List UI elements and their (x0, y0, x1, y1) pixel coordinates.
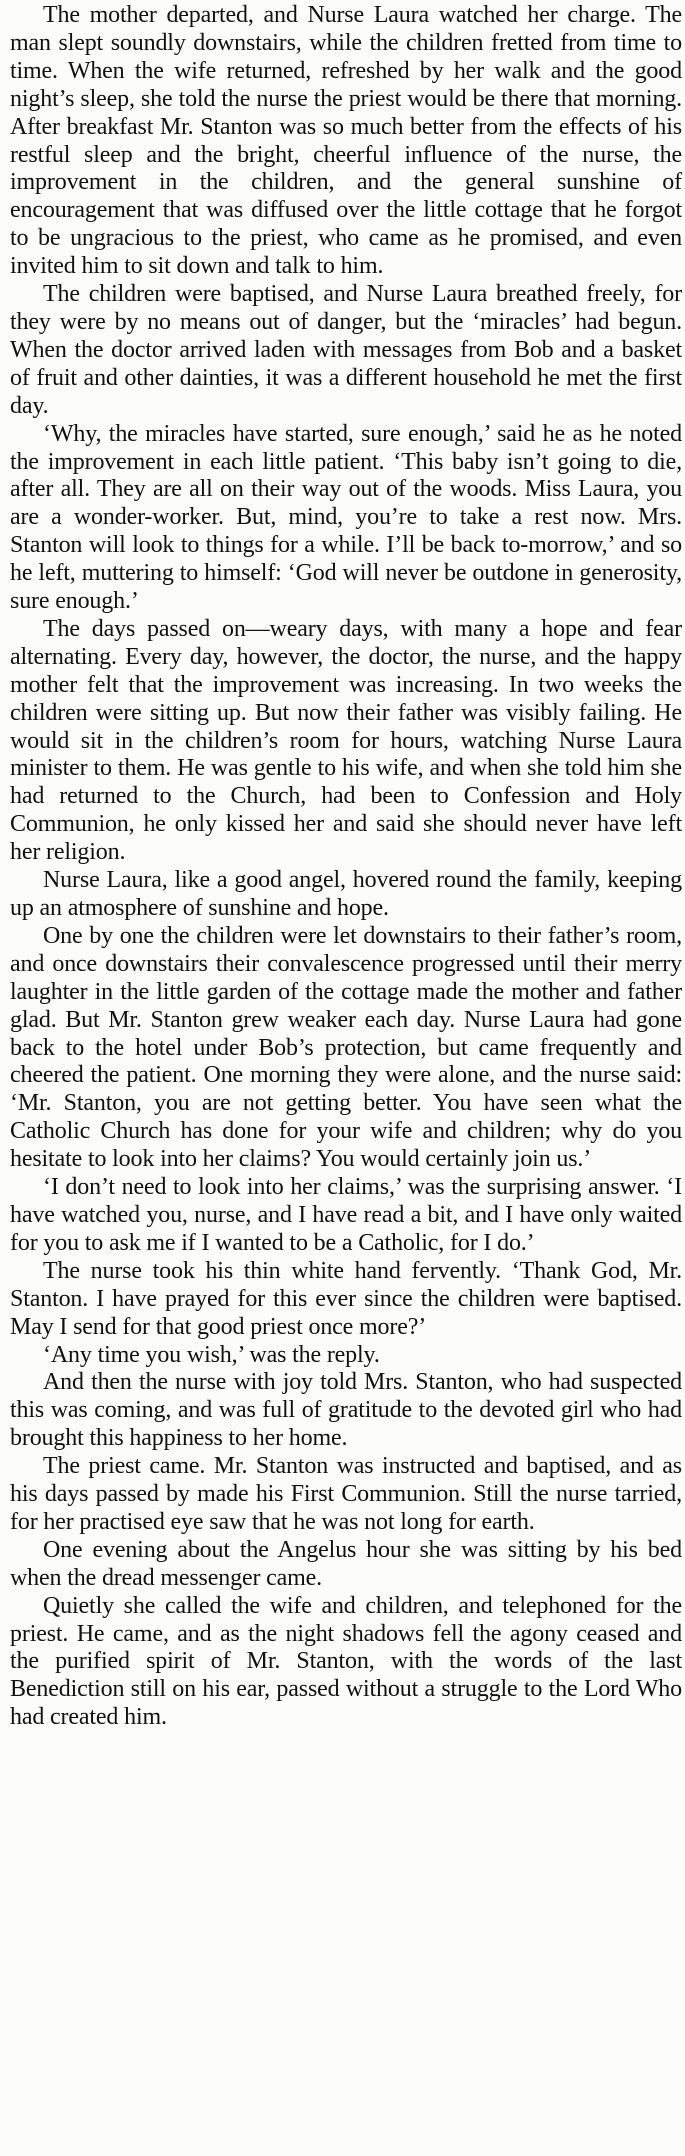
paragraph: And then the nurse with joy told Mrs. Stanton, who had suspected this was coming, and was full of gratitude to the devoted girl who had brought this happiness to her home. (10, 1369, 682, 1452)
paragraph: Nurse Laura, like a good angel, hovered round the family, keeping up an atmosphere of sunshine and hope. (10, 867, 682, 921)
paragraph: One evening about the Angelus hour she was sitting by his bed when the dread messenger came. (10, 1536, 682, 1591)
paragraph: ‘Any time you wish,’ was the reply. (43, 1341, 380, 1368)
paragraph: The mother departed, and Nurse Laura watched her charge. The man slept soundly downstairs, while the children fretted from time to time. When the wife returned, refreshed by her walk and the good night’s sleep, she told the nurse the priest would be there that morning. After breakfast Mr. Stanton was so much better from the effects of his restful sleep and the bright, cheerful influence of the nurse, the improvement in the children, and the general sunshine of encouragement that was diffused over the little cottage that he forgot to be ungracious to the priest, who came as he promised, and even invited him to sit down and talk to him. (10, 2, 682, 280)
paragraph: One by one the children were let downstairs to their father’s room, and once downstairs their convalescence progressed until their merry laughter in the little garden of the cottage made the mother and father glad. But Mr. Stanton grew weaker each day. Nurse Laura had gone back to the hotel under Bob’s protection, but came frequently and cheered the patient. One morning they were alone, and the nurse said: ‘Mr. Stanton, you are not getting better. You have seen what the Catholic Church has done for your wife and children; why do you hesitate to look into her claims? You would certainly join us.’ (10, 922, 682, 1173)
paragraph: Quietly she called the wife and children, and telephoned for the priest. He came, and as the night shadows fell the agony ceased and the purified spirit of Mr. Stanton, with the words of the last Benediction still on his ear, passed without a struggle to the Lord Who had created him. (10, 1592, 682, 1731)
paragraph: The days passed on—weary days, with many a hope and fear alternating. Every day, however, the doctor, the nurse, and the happy mother felt that the improvement was increasing. In two weeks the children were sitting up. But now their father was visibly failing. He would sit in the children’s room for hours, watching Nurse Laura minister to them. He was gentle to his wife, and when she told him she had returned to the Church, had been to Confession and Holy Communion, he only kissed her and said she should never have left her religion. (10, 615, 682, 866)
paragraph: The children were baptised, and Nurse Laura breathed freely, for they were by no means out of danger, but the ‘miracles’ had begun. When the doctor arrived laden with messages from Bob and a basket of fruit and other dainties, it was a different household he met the first day. (10, 281, 682, 419)
paragraph: ‘I don’t need to look into her claims,’ was the surprising answer. ‘I have watched you, nurse, and I have read a bit, and I have only waited for you to ask me if I wanted to be a Catholic, for I do.’ (10, 1174, 682, 1256)
paragraph: The nurse took his thin white hand fervently. ‘Thank God, Mr. Stanton. I have prayed for this ever since the children were baptised. May I send for that good priest once more?’ (10, 1257, 682, 1340)
paragraph: ‘Why, the miracles have started, sure enough,’ said he as he noted the improvement in each little patient. ‘This baby isn’t going to die, after all. They are all on their way out of the woods. Miss Laura, you are a wonder-worker. But, mind, you’re to take a rest now. Mrs. Stanton will look to things for a while. I’ll be back to-morrow,’ and so he left, muttering to himself: ‘God will never be outdone in generosity, sure enough.’ (10, 420, 682, 615)
text-column (10, 2, 682, 1732)
paragraph: The priest came. Mr. Stanton was instructed and baptised, and as his days passed by made his First Communion. Still the nurse tarried, for her practised eye saw that he was not long for earth. (10, 1453, 682, 1535)
